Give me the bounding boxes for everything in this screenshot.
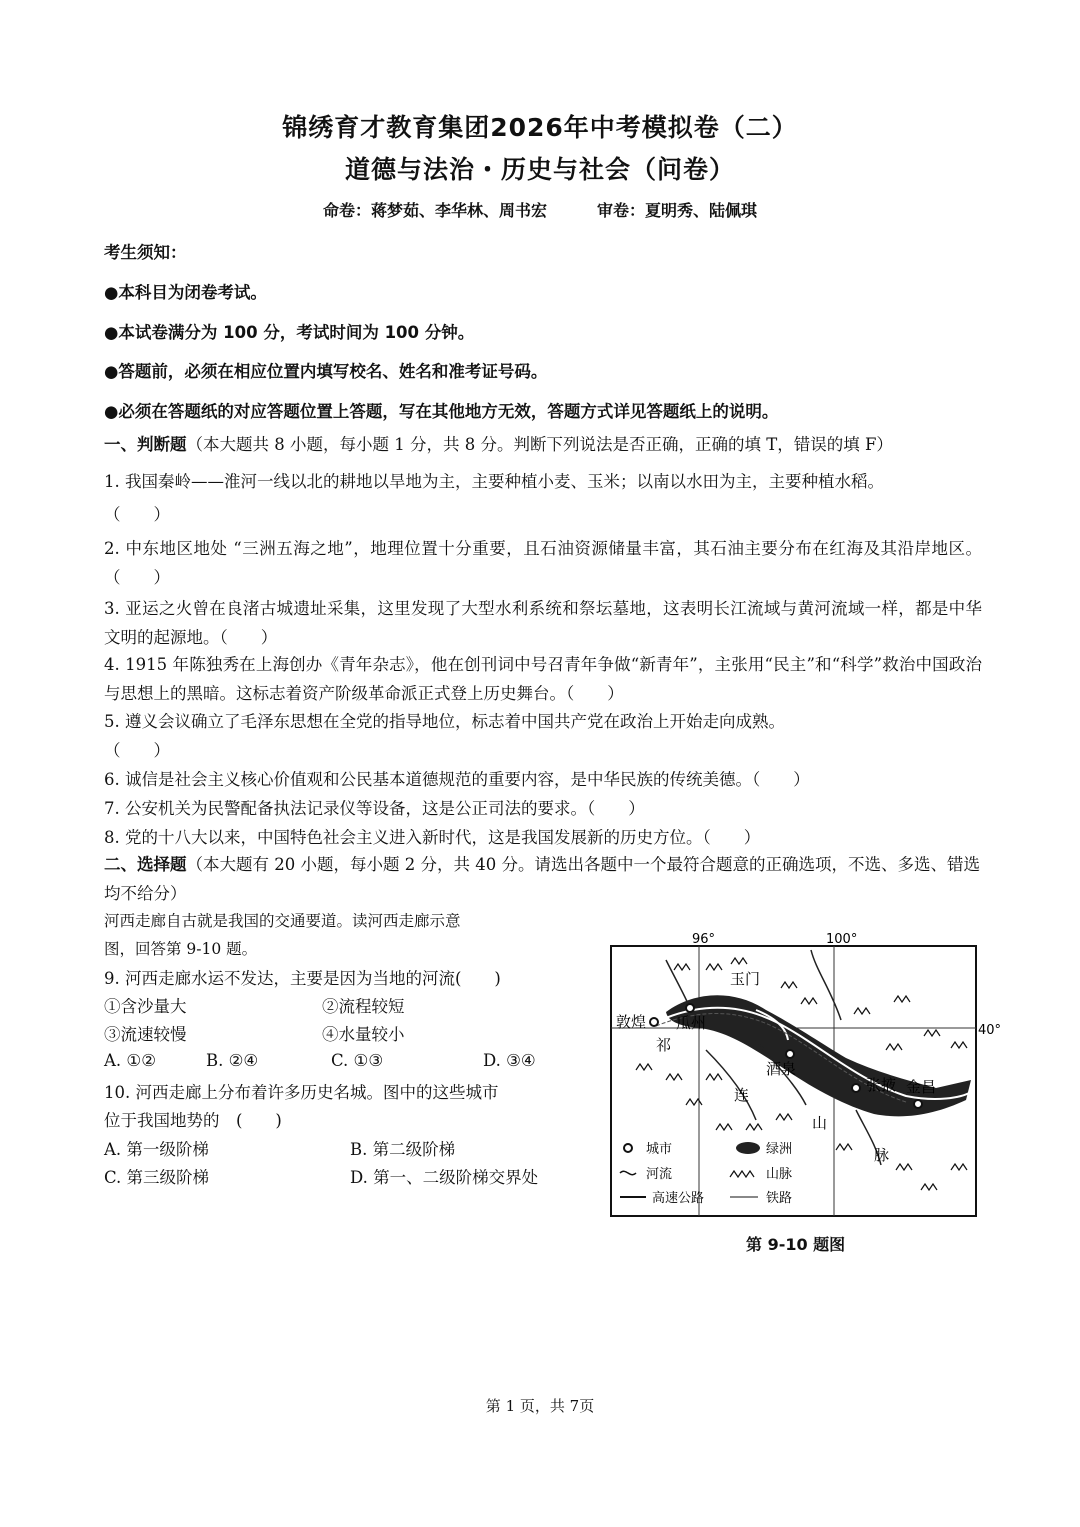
city-dunhuang: 敦煌 (616, 1013, 647, 1031)
q10-option-b: B. 第二级阶梯 (350, 1140, 456, 1159)
legend-river: 河流 (646, 1167, 673, 1182)
q10-option-c: C. 第三级阶梯 (104, 1168, 210, 1187)
exam-title: 锦绣育才教育集团2026年中考模拟卷（二） (282, 113, 798, 142)
city-guazhou: 瓜州 (676, 1014, 707, 1032)
map-intro-line2: 图，回答第 9-10 题。 (104, 940, 258, 958)
page-number: 第 1 页，共 7页 (485, 1397, 595, 1415)
lat-label-40: 40° (978, 1023, 1002, 1038)
section2-title: 二、选择题 (104, 855, 187, 874)
city-dot (686, 1004, 694, 1012)
author-line (0, 198, 1080, 221)
legend-city: 城市 (646, 1142, 673, 1157)
question-9: 9. 河西走廊水运不发达，主要是因为当地的河流( ) (104, 969, 501, 988)
exam-subtitle: 道德与法治・历史与社会（问卷） (344, 155, 735, 184)
q10-option-d: D. 第一、二级阶梯交界处 (350, 1168, 539, 1187)
legend-highway: 高速公路 (652, 1191, 705, 1206)
question-5: 5. 遵义会议确立了毛泽东思想在全党的指导地位，标志着中国共产党在政治上开始走向成熟。 (104, 712, 785, 731)
mountain-char: 祁 (656, 1036, 672, 1054)
question-7: 7. 公安机关为民警配备执法记录仪等设备，这是公正司法的要求。（ ） (104, 799, 645, 818)
section1-heading (104, 430, 982, 459)
q9-option-d: D. ③④ (483, 1051, 536, 1070)
question-10-line1: 10. 河西走廊上分布着许多历史名城。图中的这些城市 (104, 1083, 499, 1102)
notice-item: ●本科目为闭卷考试。 (104, 283, 267, 302)
notice-item: ●本试卷满分为 100 分，考试时间为 100 分钟。 (104, 323, 475, 342)
q9-item: ③流速较慢 (104, 1025, 187, 1044)
question-4: 4. 1915 年陈独秀在上海创办《青年杂志》，他在创刊词中号召青年争做“新青年”，主张用“民主”和“科学”救治中国政治与思想上的黑暗。这标志着资产阶级革命派正式登上历史舞台。（ ） (104, 655, 982, 703)
setters: 命卷：蒋梦茹、李华林、周书宏 (322, 201, 547, 220)
legend-railway: 铁路 (766, 1191, 793, 1206)
map-caption: 第 9-10 题图 (746, 1235, 846, 1254)
section1-title: 一、判断题 (104, 435, 187, 454)
question-5-blank: （ ） (104, 741, 170, 760)
map-intro-line1: 河西走廊自古就是我国的交通要道。读河西走廊示意 (104, 912, 461, 930)
city-dot (786, 1050, 794, 1058)
q9-item: ②流程较短 (322, 997, 405, 1016)
question-6: 6. 诚信是社会主义核心价值观和公民基本道德规范的重要内容，是中华民族的传统美德。（ ） (104, 770, 810, 789)
q9-item: ①含沙量大 (104, 997, 187, 1016)
reviewers: 审卷：夏明秀、陆佩琪 (597, 201, 758, 220)
question-1: 1. 我国秦岭——淮河一线以北的耕地以旱地为主，主要种植小麦、玉米；以南以水田为主，主要种植水稻。 (104, 472, 884, 491)
city-yumen: 玉门 (730, 970, 761, 988)
legend-city-icon (624, 1144, 632, 1152)
notice-item: ●必须在答题纸的对应答题位置上答题，写在其他地方无效，答题方式详见答题纸上的说明。 (104, 402, 779, 421)
q9-item: ④水量较小 (322, 1025, 405, 1044)
q9-option-b: B. ②④ (206, 1051, 259, 1070)
question-3: 3. 亚运之火曾在良渚古城遗址采集，这里发现了大型水利系统和祭坛墓地，这表明长江流域与黄河流域一样，都是中华文明的起源地。（ ） (104, 599, 982, 647)
hexi-corridor-map (606, 930, 1002, 1222)
question-2: 2. 中东地区地处 “三洲五海之地”，地理位置十分重要，且石油资源储量丰富，其石油主要分布在红海及其沿岸地区。（ ） (104, 539, 982, 587)
city-dot (852, 1084, 860, 1092)
section2-heading (104, 850, 982, 908)
mountain-char: 山 (812, 1114, 828, 1132)
city-dot (650, 1018, 658, 1026)
section1-desc: （本大题共 8 小题，每小题 1 分，共 8 分。判断下列说法是否正确，正确的填 T，错误的填 F） (186, 435, 893, 454)
mountain-char: 连 (734, 1086, 750, 1104)
q10-option-a: A. 第一级阶梯 (104, 1140, 209, 1159)
city-jiuquan: 酒泉 (766, 1060, 797, 1078)
legend-mountain: 山脉 (766, 1167, 793, 1182)
lon-label-96: 96° (692, 932, 716, 947)
q9-option-a: A. ①② (104, 1051, 156, 1070)
legend-oasis: 绿洲 (766, 1142, 793, 1157)
notice-item: ●答题前，必须在相应位置内填写校名、姓名和准考证号码。 (104, 362, 548, 381)
lon-label-100: 100° (826, 932, 858, 947)
city-jinchang: 金昌 (906, 1078, 937, 1096)
q9-option-c: C. ①③ (331, 1051, 384, 1070)
section2-desc: （本大题有 20 小题，每小题 2 分，共 40 分。请选出各题中一个最符合题意的正确选项，不选、多选、错选均不给分） (104, 855, 980, 903)
question-1-blank: （ ） (104, 505, 170, 524)
city-zhangye: 张掖 (866, 1076, 897, 1094)
city-dot (914, 1100, 922, 1108)
legend-oasis-icon (736, 1142, 760, 1154)
mountain-char: 脉 (874, 1146, 890, 1164)
question-8: 8. 党的十八大以来，中国特色社会主义进入新时代，这是我国发展新的历史方位。（ ） (104, 828, 761, 847)
question-10-line2: 位于我国地势的 ( ) (104, 1111, 282, 1130)
notice-heading: 考生须知： (104, 243, 187, 262)
